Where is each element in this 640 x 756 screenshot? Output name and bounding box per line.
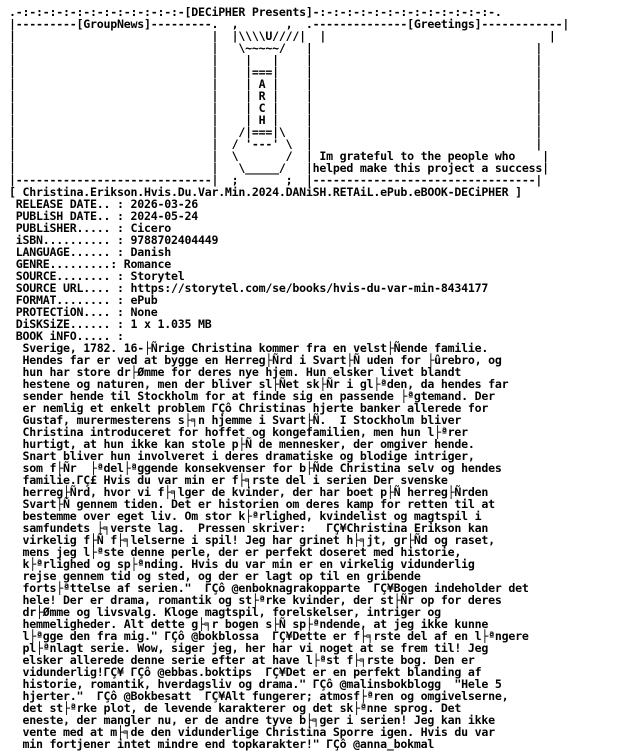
book-info-line: bestemme over eget liv. Om stor k├ªrlighed, kvindelist og magtspil i [9, 509, 482, 523]
info-label: BOOK iNFO..... : [9, 329, 131, 343]
info-value: ePub [130, 293, 158, 307]
book-info-line: forts├ªttelse af serien." ΓÇô @enboknagrakopparte ΓÇ¥Bogen indeholder det [9, 581, 529, 595]
book-info-line: mens jeg l├ªste denne perle, der er perfekt doseret med historie, [9, 545, 462, 559]
book-info-line: dr├Ømme og livsvalg. Kloge magtspil, forelskelser, intriger og [9, 605, 441, 619]
info-label: GENRE.........: [9, 257, 124, 271]
release-name: [ Christina.Erikson.Hvis.Du.Var.Min.2024.DANiSH.RETAiL.ePub.eBOOK-DECiPHER ] [9, 185, 522, 199]
greetings-text-line: | | \ / | Im grateful to the people who | [9, 149, 549, 163]
banner-art-line: | | | | | | [9, 53, 543, 67]
book-info-line: eneste, der mangler nu, er de andre tyve b├╕ger i serien! Jeg kan ikke [9, 713, 495, 727]
book-info-line: virkelig f├Ñ f├╕lelserne i spil! Jeg har grinet h├╕jt, gr├Ñd og raset, [9, 533, 495, 547]
info-value: 9788702404449 [130, 233, 219, 247]
info-label: LANGUAGE...... : [9, 245, 131, 259]
book-info-line: l├ªgge den fra mig." ΓÇô @bokblossa ΓÇ¥Dette er f├╕rste del af en l├ªngere [9, 629, 529, 643]
banner-art-line: | | | R | | | [9, 89, 543, 103]
book-info-line: familie.ΓÇ£ Hvis du var min er f├╕rste del i serien Der svenske [9, 473, 448, 487]
info-value: Storytel [130, 269, 185, 283]
info-value: 2026-03-26 [130, 197, 198, 211]
book-info-line: hestene og naturen, men der bliver sl├Ñet sk├Ñr i gl├ªden, da hendes far [9, 377, 509, 391]
book-info-line: Christina introduceret for hoffet og kongefamilien, men hun l├ªrer [9, 425, 468, 439]
book-info-line: hurtigt, at hun ikke kan stole p├Ñ de mennesker, der omgiver hende. [9, 437, 475, 451]
book-info-line: Svart├Ñ gennem tiden. Det er historien om deres kamp for retten til at [9, 497, 495, 511]
book-info-line: Gustaf, murermesterens s├╕n hjemme i Svart├Ñ. I Stockholm bliver [9, 413, 462, 427]
book-info-line: samfundets ├╕verste lag. Pressen skriver: ΓÇ¥Christina Erikson kan [9, 521, 489, 535]
book-info-line: pl├ªnlagt serie. Wow, siger jeg, her har vi noget at se frem til! Jeg [9, 641, 489, 655]
book-info-line: sender hende til Stockholm for at finde sig en passende ├ªgtemand. Der [9, 389, 495, 403]
book-info-line: hemmeligheder. Alt dette g├╕r bogen s├Ñ sp├ªndende, at jeg ikke kunne [9, 617, 489, 631]
info-label: RELEASE DATE.. : [9, 197, 131, 211]
info-label: PUBLiSH DATE.. : [9, 209, 131, 223]
book-info-line: herreg├Ñrd, hvor vi f├╕lger de kvinder, der har boet p├Ñ herreg├Ñrden [9, 485, 489, 499]
banner-art-line: | | | H | | | [9, 113, 543, 127]
banner-art-line: | | | A | | | [9, 77, 543, 91]
book-info-line: det st├ªrke plot, de levende karakterer og det sk├ªnne sprog. Det [9, 701, 462, 715]
info-value: Romance [123, 257, 171, 271]
book-info-line: er nemlig et enkelt problem ΓÇô Christinas hjerte banker allerede for [9, 401, 489, 415]
banner-art-line: | | |\\\\U////| | | [9, 29, 556, 43]
info-label: iSBN.......... : [9, 233, 131, 247]
info-value: 1 x 1.035 MB [130, 317, 212, 331]
banner-art-line: | | | C | | | [9, 101, 543, 115]
banner-art-line: | | / '---' \ | | [9, 137, 543, 151]
book-info-line: vidunderlig!ΓÇ¥ ΓÇô @ebbas.boktips ΓÇ¥Det er en perfekt blanding af [9, 665, 482, 679]
banner-art-line: |---------[GroupNews]---------. , , .--------------[Greetings]------------| [9, 17, 570, 31]
info-label: SOURCE........ : [9, 269, 131, 283]
book-info-line: Snart bliver hun involveret i deres dramatiske og blodige intriger, [9, 449, 475, 463]
book-info-line: hele! Der er drama, romantik og st├ªrke kvinder, der st├Ñr op for deres [9, 593, 502, 607]
book-info-line: hun har store dr├Ømme for deres nye hjem. Hun elsker livet blandt [9, 365, 462, 379]
book-info-line: hjerter." ΓÇô @Bokbesatt ΓÇ¥Alt fungerer; atmosf├ªren og omgivelserne, [9, 689, 509, 703]
book-info-line: Hendes far er ved at bygge en Herreg├Ñrd i Svart├Ñ uden for ├ûrebro, og [9, 353, 502, 367]
info-value: https://storytel.com/se/books/hvis-du-var-min-8434177 [130, 281, 489, 295]
info-label: DiSKSiZE...... : [9, 317, 131, 331]
book-info-line: Sverige, 1782. 16-├Ñrige Christina kommer fra en velst├Ñende familie. [9, 341, 489, 355]
info-value: Danish [130, 245, 171, 259]
banner-header: .-:-:-:-:-:-:-:-:-:-:-:-:-[DECiPHER Presents]-:-:-:-:-:-:-:-:-:-:-:-:-:-. [9, 5, 502, 19]
book-info-line: elsker allerede denne serie efter at have l├ªst f├╕rste bog. Den er [9, 653, 475, 667]
book-info-line: vente med at m├╕de den vidunderlige Christina Sporre igen. Hvis du var [9, 725, 495, 739]
book-info-line: historie, romantik, hverdagsliv og drama." ΓÇô @malinsbokblogg "Hele 5 [9, 677, 502, 691]
banner-art-line: | | /|===|\ | | [9, 125, 543, 139]
banner-art-line: |-----------------------------| ; ; |---------------------------------| [9, 173, 543, 187]
info-label: PUBLiSHER..... : [9, 221, 131, 235]
info-value: Cicero [130, 221, 171, 235]
book-info-line: min fortjener intet mindre end topkarakter!" ΓÇô @anna_bokmal [9, 737, 435, 751]
banner-art-line: | | |===| | | [9, 65, 543, 79]
info-value: 2024-05-24 [130, 209, 198, 223]
info-label: SOURCE URL.... : [9, 281, 131, 295]
banner-art-line: | | \~~~~~/ | | [9, 41, 543, 55]
book-info-line: som f├Ñr ├ªdel├ªggende konsekvenser for b├Ñde Christina selv og hendes [9, 461, 502, 475]
info-label: FORMAT........ : [9, 293, 131, 307]
info-value: None [130, 305, 158, 319]
book-info-line: rejse gennem tid og sted, og der er lagt op til en gribende [9, 569, 421, 583]
greetings-text-line: | | \_____/ |helped make this project a success| [9, 161, 549, 175]
book-info-line: k├ªrlighed og sp├ªnding. Hvis du var min er en virkelig vidunderlig [9, 557, 475, 571]
info-label: PROTECTiON.... : [9, 305, 131, 319]
